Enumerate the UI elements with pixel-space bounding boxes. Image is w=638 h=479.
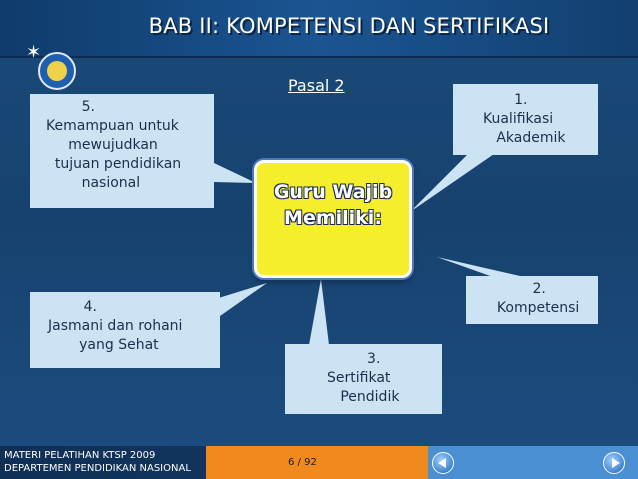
star-icon: ✶ — [26, 42, 42, 63]
page-number: 6 / 92 — [288, 457, 317, 468]
callout-box-1: 1. Kualifikasi Akademik — [453, 84, 598, 155]
callout-box-2: 2. Kompetensi — [466, 276, 598, 324]
footer-orange-band — [206, 446, 428, 479]
footer-line-1: MATERI PELATIHAN KTSP 2009 — [4, 450, 156, 461]
callout-box-5: 5. Kemampuan untuk mewujudkan tujuan pendidikan nasional — [30, 94, 214, 208]
pointer-3 — [309, 279, 329, 345]
callout-box-3: 3. Sertifikat Pendidik — [285, 344, 442, 414]
pasal-label: Pasal 2 — [288, 76, 345, 95]
center-callout — [254, 160, 412, 278]
center-line-1: Guru Wajib — [273, 181, 393, 203]
pointer-4 — [212, 283, 267, 316]
prev-arrow-icon[interactable] — [432, 452, 454, 474]
pointer-5 — [214, 163, 256, 183]
callout-box-4: 4. Jasmani dan rohani yang Sehat — [30, 292, 220, 368]
next-arrow-icon[interactable] — [603, 452, 625, 474]
slide-title: BAB II: KOMPETENSI DAN SERTIFIKASI — [148, 14, 550, 38]
center-line-2: Memiliki: — [284, 207, 382, 229]
pointer-1 — [410, 154, 494, 212]
footer-line-2: DEPARTEMEN PENDIDIKAN NASIONAL — [4, 463, 191, 474]
